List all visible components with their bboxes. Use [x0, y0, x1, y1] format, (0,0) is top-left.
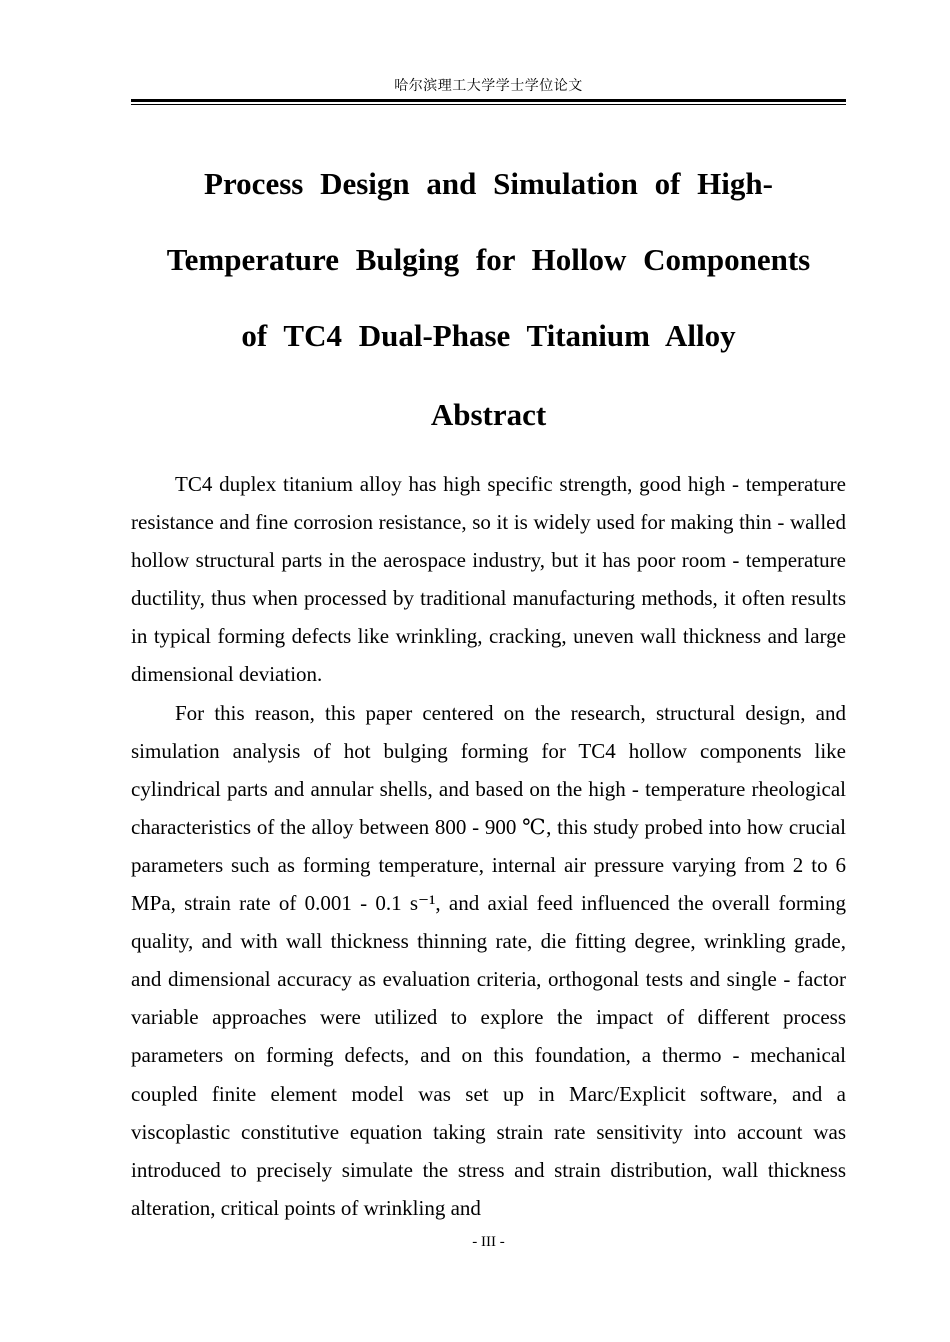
abstract-body — [131, 465, 846, 1227]
header-rule-thin — [131, 104, 846, 105]
page-number: - III - — [472, 1234, 505, 1250]
header-rule-thick — [131, 99, 846, 102]
running-header: 哈尔滨理工大学学士学位论文 — [394, 79, 583, 94]
title-line-1: Process Design and Simulation of High- — [204, 166, 773, 201]
thesis-title — [131, 146, 846, 374]
title-line-3: of TC4 Dual-Phase Titanium Alloy — [241, 318, 736, 353]
abstract-paragraph-2: For this reason, this paper centered on the research, structural design, and simulation analysis of hot bulging forming for TC4 hollow components like cylindrical parts and annular shells, and based on the high - temperature rheological characteristics of the alloy between 800 - 900 ℃, this study probed into how crucial parameters such as forming temperature, internal air pressure varying from 2 to 6 MPa, strain rate of 0.001 - 0.1 s⁻¹, and axial feed influenced the overall forming quality, and with wall thickness thinning rate, die fitting degree, wrinkling grade, and dimensional accuracy as evaluation criteria, orthogonal tests and single - factor variable approaches were utilized to explore the impact of different process parameters on forming defects, and on this foundation, a thermo - mechanical coupled finite element model was set up in Marc/Explicit software, and a viscoplastic constitutive equation taking strain rate sensitivity into account was introduced to precisely simulate the stress and strain distribution, wall thickness alteration, critical points of wrinkling and — [131, 700, 846, 1220]
abstract-paragraph-1: TC4 duplex titanium alloy has high specific strength, good high - temperature resistance and fine corrosion resistance, so it is widely used for making thin - walled hollow structural parts in the aerospace industry, but it has poor room - temperature ductility, thus when processed by traditional manufacturing methods, it often results in typical forming defects like wrinkling, cracking, uneven wall thickness and large dimensional deviation. — [131, 472, 846, 687]
abstract-heading: Abstract — [430, 397, 547, 432]
title-line-2: Temperature Bulging for Hollow Components — [166, 242, 811, 277]
